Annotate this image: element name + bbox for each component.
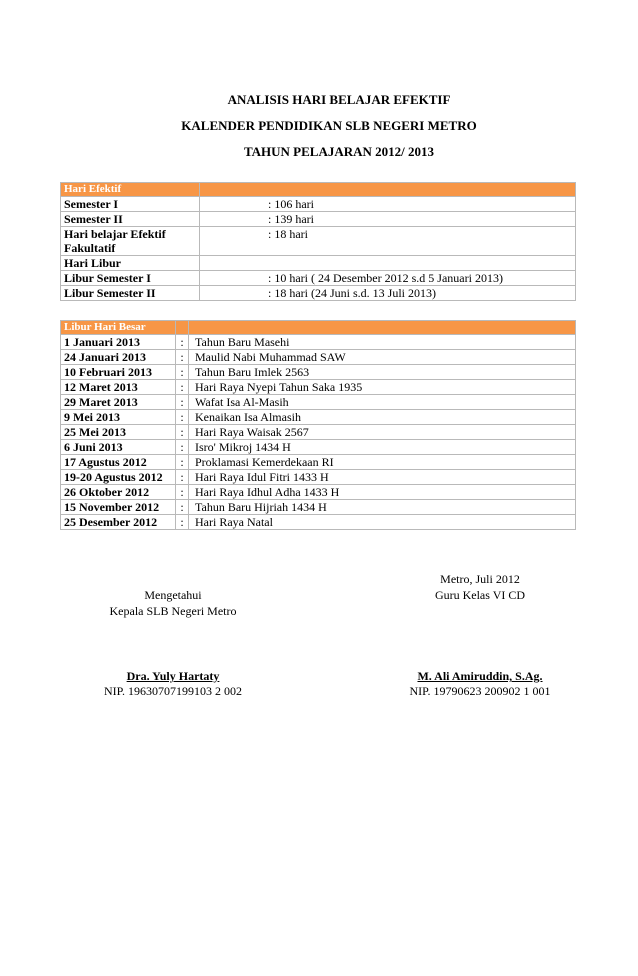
holiday-date: 10 Februari 2013 [61,365,176,380]
place-date: Metro, Juli 2012 [440,572,520,586]
holiday-date: 9 Mei 2013 [61,410,176,425]
holiday-date: 6 Juni 2013 [61,440,176,455]
holiday-date: 15 November 2012 [61,500,176,515]
holiday-event: Maulid Nabi Muhammad SAW [189,350,576,365]
holiday-event: Hari Raya Nyepi Tahun Saka 1935 [189,380,576,395]
left-sign-line1: Mengetahui [144,588,202,602]
holiday-event: Hari Raya Idul Fitri 1433 H [189,470,576,485]
holiday-row [61,500,576,515]
table-row [61,271,576,286]
holiday-colon: : [176,350,189,365]
hari-efektif-table [60,182,576,301]
left-sign-line2: Kepala SLB Negeri Metro [109,604,237,618]
row-label: Libur Semester I [61,271,200,286]
holiday-colon: : [176,395,189,410]
table-row [61,212,576,227]
right-signer-nip: NIP. 19790623 200902 1 001 [409,684,551,698]
holiday-date: 26 Oktober 2012 [61,485,176,500]
holiday-colon: : [176,440,189,455]
left-signer-name: Dra. Yuly Hartaty [126,669,220,683]
row-value [200,256,576,271]
table-row [61,227,576,256]
holiday-event: Proklamasi Kemerdekaan RI [189,455,576,470]
holiday-event: Hari Raya Waisak 2567 [189,425,576,440]
holiday-row [61,425,576,440]
holiday-colon: : [176,500,189,515]
holiday-colon: : [176,380,189,395]
holiday-row [61,515,576,530]
row-label-line2: Fakultatif [64,241,116,255]
holiday-colon: : [176,425,189,440]
holiday-event: Isro' Mikroj 1434 H [189,440,576,455]
left-signer-nip: NIP. 19630707199103 2 002 [103,684,242,698]
holiday-event: Tahun Baru Imlek 2563 [189,365,576,380]
holiday-row [61,380,576,395]
holiday-date: 12 Maret 2013 [61,380,176,395]
holiday-event: Tahun Baru Hijriah 1434 H [189,500,576,515]
holiday-row [61,470,576,485]
table-row [61,286,576,301]
row-label: Libur Semester II [61,286,200,301]
holiday-row [61,410,576,425]
holiday-date: 19-20 Agustus 2012 [61,470,176,485]
right-sign-line1: Guru Kelas VI CD [434,588,526,602]
holiday-date: 24 Januari 2013 [61,350,176,365]
holiday-event: Tahun Baru Masehi [189,335,576,350]
section-title-libur-hari-besar: Libur Hari Besar [61,321,176,335]
row-value: : 18 hari (24 Juni s.d. 13 Juli 2013) [200,286,576,301]
holiday-colon: : [176,365,189,380]
holiday-date: 1 Januari 2013 [61,335,176,350]
holiday-colon: : [176,515,189,530]
holiday-event: Wafat Isa Al-Masih [189,395,576,410]
holiday-date: 25 Mei 2013 [61,425,176,440]
document-title: ANALISIS HARI BELAJAR EFEKTIF [227,92,451,107]
row-value: : 139 hari [200,212,576,227]
holiday-event: Hari Raya Natal [189,515,576,530]
row-label [61,227,200,256]
table-header-row [61,183,576,197]
holiday-colon: : [176,470,189,485]
holiday-row [61,350,576,365]
section-title-hari-efektif: Hari Efektif [61,183,200,197]
holiday-colon: : [176,410,189,425]
row-label: Semester II [61,212,200,227]
holiday-event: Hari Raya Idhul Adha 1433 H [189,485,576,500]
holiday-colon: : [176,485,189,500]
holiday-date: 29 Maret 2013 [61,395,176,410]
table-row [61,197,576,212]
table-header-row [61,321,576,335]
academic-year: TAHUN PELAJARAN 2012/ 2013 [243,144,435,159]
row-value: : 10 hari ( 24 Desember 2012 s.d 5 Januari 2013) [200,271,576,286]
holiday-colon: : [176,455,189,470]
holiday-colon: : [176,335,189,350]
row-label-line1: Hari belajar Efektif [64,227,166,241]
row-value: : 106 hari [200,197,576,212]
row-value: : 18 hari [200,227,576,256]
holiday-row [61,365,576,380]
holiday-row [61,485,576,500]
holiday-date: 25 Desember 2012 [61,515,176,530]
holiday-date: 17 Agustus 2012 [61,455,176,470]
holiday-row [61,455,576,470]
row-label: Semester I [61,197,200,212]
right-signer-name: M. Ali Amiruddin, S.Ag. [417,669,543,683]
row-label: Hari Libur [61,256,200,271]
holiday-row [61,395,576,410]
libur-hari-besar-table [60,320,576,530]
holiday-row [61,440,576,455]
holiday-event: Kenaikan Isa Almasih [189,410,576,425]
document-subtitle: KALENDER PENDIDIKAN SLB NEGERI METRO [181,118,477,133]
table-row [61,256,576,271]
holiday-row [61,335,576,350]
